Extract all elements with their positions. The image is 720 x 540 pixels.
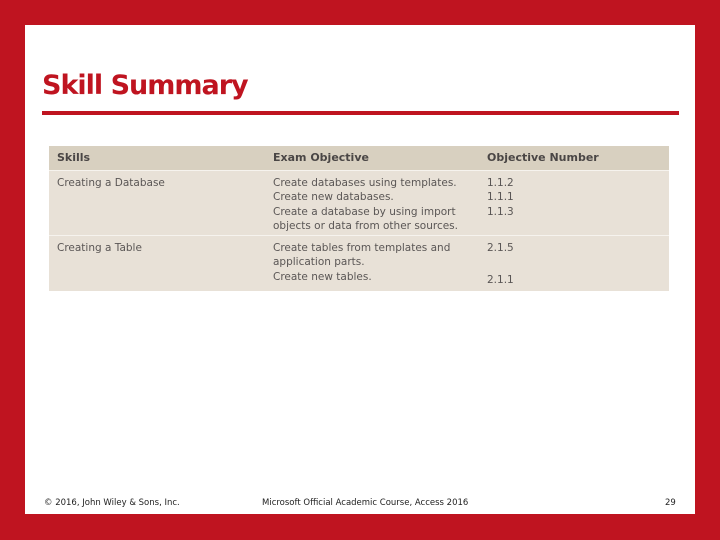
- slide: [25, 25, 695, 514]
- footer-page-number: 29: [665, 498, 676, 508]
- row-2-skill: Creating a Table: [57, 242, 142, 254]
- header-exam-objective: Exam Objective: [273, 151, 369, 164]
- slide-title: Skill Summary: [42, 70, 248, 101]
- objective-number: 1.1.2: [487, 177, 514, 189]
- row-2-exam-objective: [273, 241, 450, 284]
- objective-line: Create databases using templates.: [273, 177, 457, 189]
- objective-number: 2.1.5: [487, 242, 514, 254]
- objective-number: 2.1.1: [487, 274, 514, 287]
- objective-line: objects or data from other sources.: [273, 219, 458, 232]
- objective-number: 1.1.1: [487, 191, 514, 204]
- header-skills: Skills: [57, 151, 91, 164]
- row-2-objective-number: [487, 241, 514, 288]
- footer-course-title: Microsoft Official Academic Course, Access 2016: [262, 498, 469, 508]
- row-1-exam-objective: [273, 176, 458, 233]
- row-1-objective-number: [487, 176, 514, 219]
- objective-line: application parts.: [273, 256, 365, 269]
- objective-line: Create tables from templates and: [273, 242, 451, 254]
- header-objective-number: Objective Number: [487, 151, 599, 164]
- table-header-row: [49, 146, 669, 170]
- row-1-skill: Creating a Database: [57, 177, 165, 189]
- row-divider: [49, 170, 669, 171]
- objective-line: Create new tables.: [273, 270, 372, 283]
- title-underline: [42, 111, 679, 115]
- row-divider: [49, 235, 669, 236]
- objective-line: Create a database by using import: [273, 205, 456, 218]
- footer-copyright: © 2016, John Wiley & Sons, Inc.: [44, 498, 180, 508]
- objective-number: 1.1.3: [487, 205, 514, 218]
- objective-line: Create new databases.: [273, 191, 394, 204]
- skill-summary-table: [49, 146, 669, 291]
